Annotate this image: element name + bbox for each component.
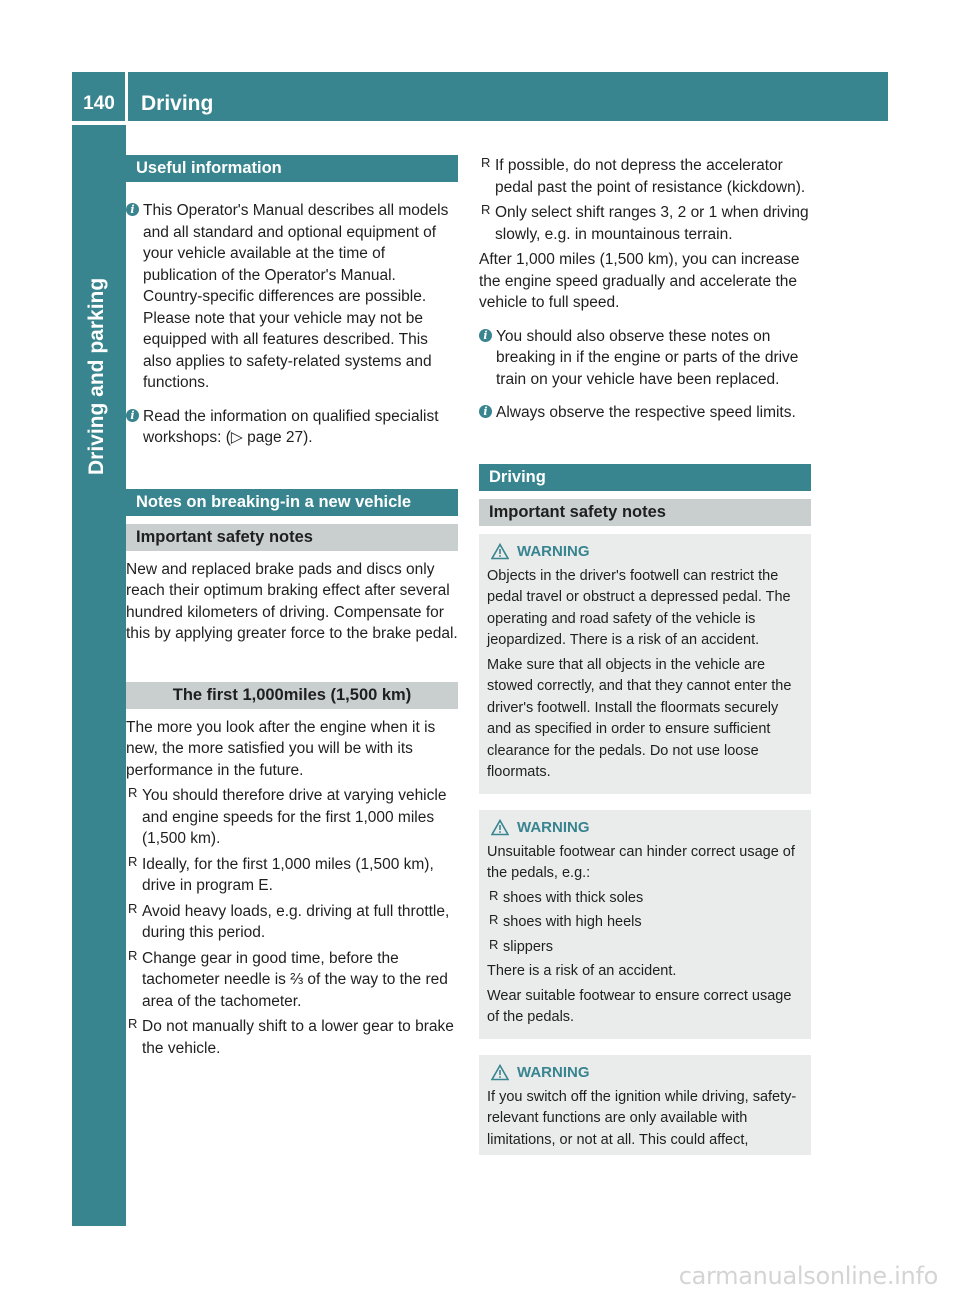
- warning-box: [479, 534, 811, 794]
- header-divider: [125, 72, 128, 121]
- info-note-text: Always observe the respective speed limits.: [496, 404, 796, 421]
- warning-title: WARNING: [491, 542, 803, 562]
- watermark: carmanualsonline.info: [678, 1262, 938, 1290]
- breaking-in-body: New and replaced brake pads and discs only reach their optimum braking effect after several hundred kilometers of driving. Compensate for this by applying greater force to the brake pedal.: [126, 560, 458, 642]
- first-1000-heading: The first 1,000miles (1,500 km): [126, 682, 458, 709]
- left-column: [126, 155, 458, 1059]
- side-tab-label: Driving and parking: [85, 277, 108, 475]
- list-item: R Do not manually shift to a lower gear to brake the vehicle.: [128, 1016, 454, 1057]
- warning-box: [479, 1055, 811, 1156]
- warning-text: There is a risk of an accident.: [487, 963, 677, 979]
- warning-title: WARNING: [491, 818, 803, 838]
- info-note-text: This Operator's Manual describes all models and all standard and optional equipment of your vehicle available at the time of publication of the Operator's Manual. Country-specific differences are possible. Please note that your vehicle may not be equipped with all features described. This also applies to safety-related systems and functions.: [143, 202, 449, 391]
- info-note: [126, 200, 458, 394]
- list-item: R You should therefore drive at varying vehicle and engine speeds for the first 1,000 miles (1,500 km).: [128, 785, 447, 847]
- after-text: After 1,000 miles (1,500 km), you can increase the engine speed gradually and accelerate the vehicle to full speed.: [479, 251, 800, 311]
- first-1000-intro: The more you look after the engine when it is new, the more satisfied you will be with its performance in the future.: [126, 718, 436, 779]
- list-item: R shoes with high heels: [489, 912, 642, 930]
- info-icon: i: [479, 329, 492, 342]
- list-item: R Ideally, for the first 1,000 miles (1,500 km), drive in program E.: [128, 853, 434, 894]
- info-note: [126, 406, 458, 449]
- warning-title: WARNING: [491, 1063, 803, 1083]
- warning-triangle-icon: [491, 543, 509, 560]
- safety-subheading: Important safety notes: [479, 499, 811, 526]
- warning-text: If you switch off the ignition while driving, safety-relevant functions are only available with limitations, or not at all. This could affect,: [487, 1088, 797, 1148]
- info-icon: i: [126, 203, 139, 216]
- warning-triangle-icon: [491, 819, 509, 836]
- warning-text: Unsuitable footwear can hinder correct usage of the pedals, e.g.:: [487, 843, 795, 881]
- driving-heading: Driving: [479, 464, 811, 491]
- list-item: R Avoid heavy loads, e.g. driving at full throttle, during this period.: [128, 900, 450, 941]
- info-icon: i: [479, 405, 492, 418]
- right-column: [479, 155, 811, 1155]
- warning-text: Make sure that all objects in the vehicle are stowed correctly, and that they cannot enter the driver's footwell. Install the floormats securely and as specified in order to ensure sufficient clearance for the pedals. Do not use loose floormats.: [487, 656, 792, 780]
- page-title: Driving: [141, 92, 214, 115]
- list-item: R Change gear in good time, before the tachometer needle is ⅔ of the way to the red area of the tachometer.: [128, 947, 448, 1010]
- breaking-in-subheading: Important safety notes: [126, 524, 458, 551]
- page-number: 140: [83, 93, 115, 114]
- info-note: [479, 402, 811, 424]
- list-item: R slippers: [489, 936, 553, 955]
- warning-text: Wear suitable footwear to ensure correct usage of the pedals.: [487, 987, 792, 1025]
- list-item: R If possible, do not depress the accelerator pedal past the point of resistance (kickdown).: [481, 155, 806, 196]
- breaking-in-heading: Notes on breaking-in a new vehicle: [126, 489, 458, 516]
- info-note-text: Read the information on qualified specialist workshops: (▷ page 27).: [143, 407, 439, 446]
- list-item: R shoes with thick soles: [489, 887, 644, 906]
- warning-text: Objects in the driver's footwell can restrict the pedal travel or obstruct a depressed pedal. The operating and road safety of the vehicle is jeopardized. There is a risk of an accident.: [487, 567, 791, 648]
- useful-info-heading: Useful information: [126, 155, 458, 182]
- info-note: [479, 326, 811, 391]
- info-note-text: You should also observe these notes on breaking in if the engine or parts of the drive train on your vehicle have been replaced.: [496, 327, 799, 388]
- warning-box: [479, 810, 811, 1039]
- list-item: R Only select shift ranges 3, 2 or 1 when driving slowly, e.g. in mountainous terrain.: [481, 202, 809, 243]
- info-icon: i: [126, 409, 139, 422]
- warning-triangle-icon: [491, 1064, 509, 1081]
